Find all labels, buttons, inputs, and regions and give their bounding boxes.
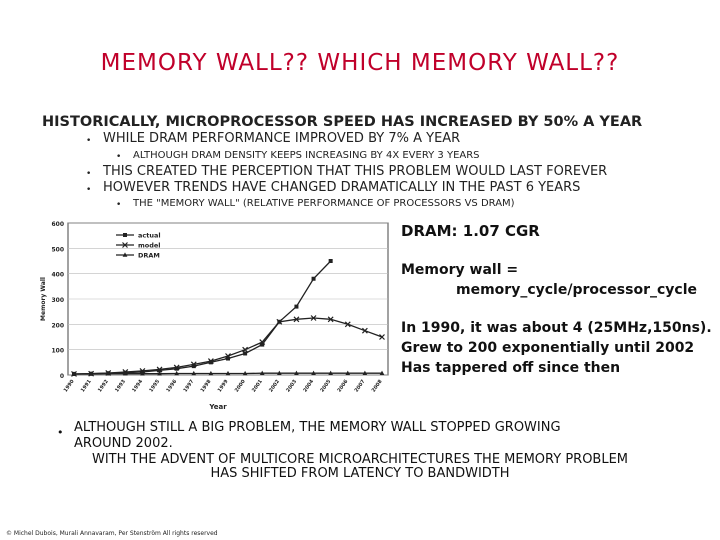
y-tick-label: 200 <box>51 322 64 330</box>
x-tick-label: 1990 <box>62 378 76 394</box>
legend-label-dram: DRAM <box>138 251 160 260</box>
x-tick-label: 1998 <box>199 378 213 394</box>
bullet-dot: • <box>86 169 92 179</box>
y-tick-label: 600 <box>51 221 64 228</box>
x-tick-label: 2001 <box>250 378 264 394</box>
note-memory-wall-eq: Memory wall = <box>401 262 519 278</box>
y-axis-label: Memory Wall <box>40 277 47 321</box>
slide-title: MEMORY WALL?? WHICH MEMORY WALL?? <box>100 50 620 76</box>
point-actual <box>294 305 298 309</box>
x-tick-label: 1993 <box>114 378 127 394</box>
note-2002: Grew to 200 exponentially until 2002 <box>401 340 695 356</box>
point-actual <box>243 351 247 355</box>
x-tick-label: 2004 <box>302 378 316 394</box>
y-tick-label: 300 <box>51 297 64 304</box>
x-tick-label: 1996 <box>165 378 179 394</box>
x-tick-label: 1991 <box>79 378 93 394</box>
sub-bullet-dram-density: ALTHOUGH DRAM DENSITY KEEPS INCREASING BY 4X EVERY 3 YEARS <box>133 150 480 161</box>
bullet-dot: • <box>86 136 92 146</box>
x-tick-label: 1999 <box>216 378 230 394</box>
x-tick-label: 2007 <box>353 378 367 394</box>
legend-label-actual: actual <box>138 231 161 240</box>
bottom-line-3: WITH THE ADVENT OF MULTICORE MICROARCHITECTURES THE MEMORY PROBLEM <box>91 452 629 467</box>
sub-bullet-memory-wall: THE "MEMORY WALL" (RELATIVE PERFORMANCE OF PROCESSORS VS DRAM) <box>133 198 515 209</box>
x-tick-label: 2008 <box>370 378 384 394</box>
bottom-line-2: AROUND 2002. <box>74 436 173 451</box>
memory-wall-chart <box>36 215 398 415</box>
heading-bullet: HISTORICALLY, MICROPROCESSOR SPEED HAS INCREASED BY 50% A YEAR <box>42 114 643 130</box>
x-tick-label: 2005 <box>319 378 333 394</box>
bullet-trends: HOWEVER TRENDS HAVE CHANGED DRAMATICALLY IN THE PAST 6 YEARS <box>103 180 581 195</box>
bullet-dram-performance: WHILE DRAM PERFORMANCE IMPROVED BY 7% A YEAR <box>103 131 461 146</box>
point-actual <box>329 259 333 263</box>
x-tick-label: 2002 <box>268 378 281 394</box>
y-tick-label: 100 <box>51 347 64 355</box>
x-tick-label: 2006 <box>336 378 350 394</box>
x-tick-label: 1992 <box>96 378 110 394</box>
bullet-dot: • <box>116 152 122 162</box>
x-tick-label: 1994 <box>131 378 145 394</box>
legend-marker-actual <box>123 233 127 237</box>
bullet-perception: THIS CREATED THE PERCEPTION THAT THIS PROBLEM WOULD LAST FOREVER <box>103 164 608 179</box>
x-tick-label: 1995 <box>148 378 162 394</box>
x-tick-label: 2000 <box>233 378 247 394</box>
note-1990: In 1990, it was about 4 (25MHz,150ns). <box>401 320 712 336</box>
note-memory-wall-formula: memory_cycle/processor_cycle <box>456 282 697 298</box>
y-tick-label: 0 <box>59 373 64 380</box>
x-tick-label: 1997 <box>182 378 196 394</box>
y-tick-label: 400 <box>51 271 64 279</box>
note-dram-cgr: DRAM: 1.07 CGR <box>401 222 540 240</box>
x-axis-label: Year <box>209 403 227 411</box>
bottom-line-1: ALTHOUGH STILL A BIG PROBLEM, THE MEMORY WALL STOPPED GROWING <box>74 420 561 435</box>
y-tick-label: 500 <box>51 246 64 254</box>
bullet-dot: • <box>57 426 64 439</box>
x-tick-label: 2003 <box>285 378 299 394</box>
point-actual <box>312 277 316 281</box>
copyright-footer: © Michel Dubois, Murali Annavaram, Per Stenström All rights reserved <box>6 530 218 537</box>
legend-label-model: model <box>138 241 161 250</box>
note-tapered: Has tappered off since then <box>401 360 621 376</box>
bottom-line-4: HAS SHIFTED FROM LATENCY TO BANDWIDTH <box>210 466 510 481</box>
bullet-dot: • <box>86 185 92 195</box>
bullet-dot: • <box>116 200 122 210</box>
